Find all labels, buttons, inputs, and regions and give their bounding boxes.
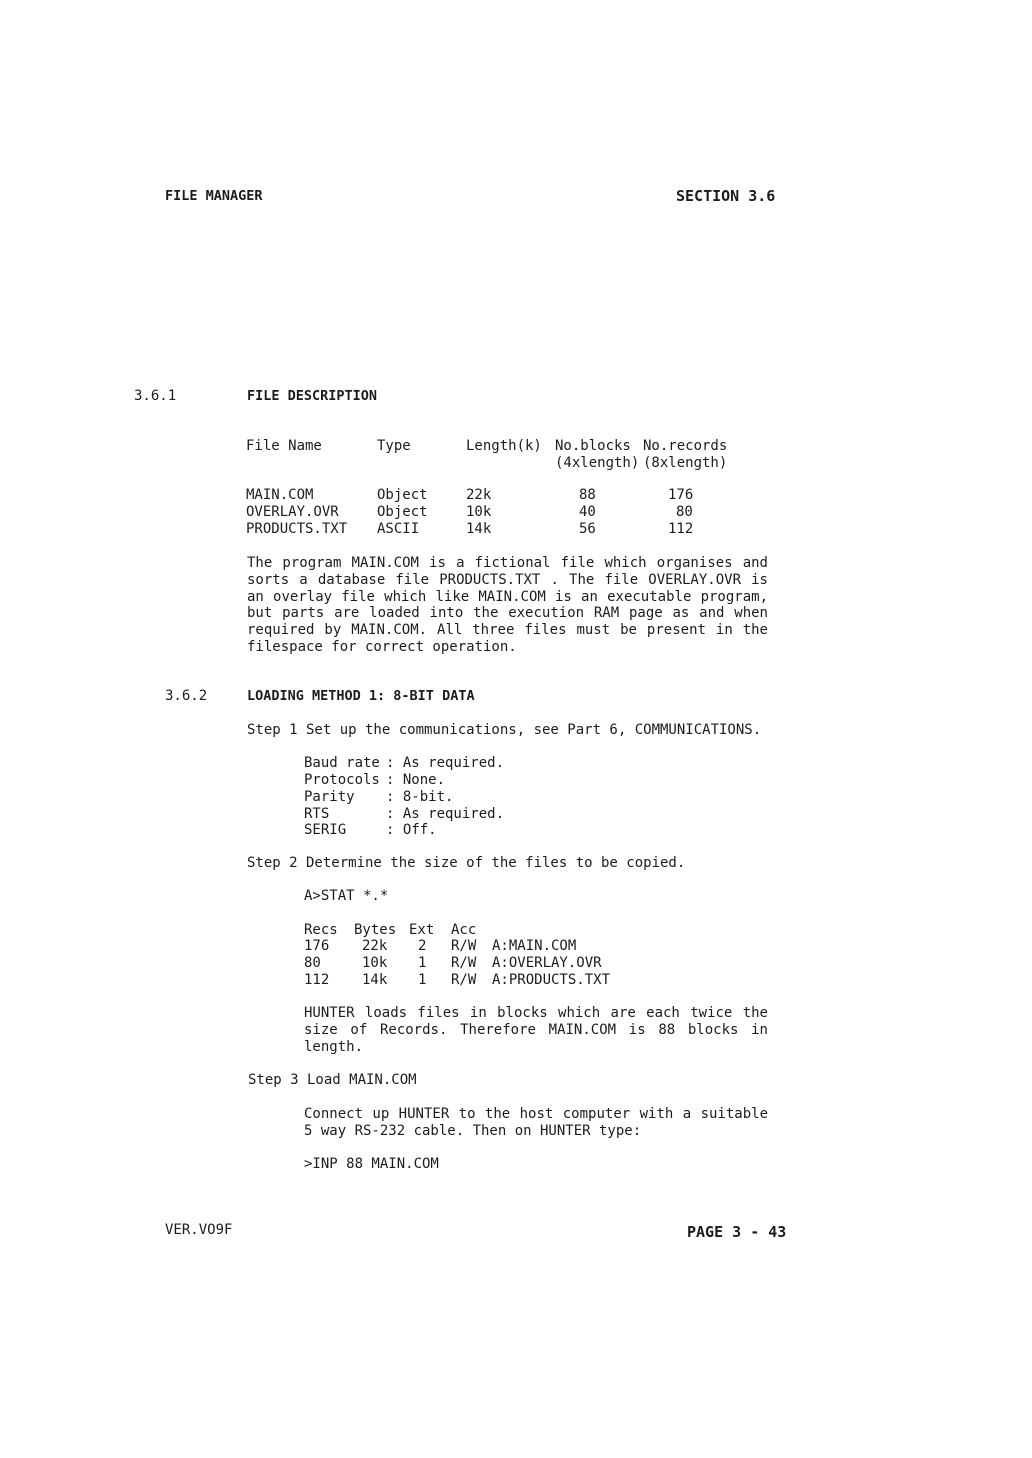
cell-type: Object xyxy=(377,504,428,520)
header-left: FILE MANAGER xyxy=(165,188,263,204)
setting-label: RTS xyxy=(304,806,330,822)
cell-recs: 112 xyxy=(304,972,330,988)
cell-file-name: MAIN.COM xyxy=(246,487,314,503)
cell-file: A:PRODUCTS.TXT xyxy=(492,972,611,988)
setting-label: Protocols xyxy=(304,772,380,788)
setting-value: : 8-bit. xyxy=(386,789,454,805)
section-title-362: LOADING METHOD 1: 8-BIT DATA xyxy=(247,688,475,704)
cell-ext: 1 xyxy=(418,955,427,971)
setting-label: SERIG xyxy=(304,822,347,838)
cell-ext: 1 xyxy=(418,972,427,988)
setting-label: Parity xyxy=(304,789,355,805)
setting-label: Baud rate xyxy=(304,755,380,771)
section-number-362: 3.6.2 xyxy=(165,688,208,704)
connect-paragraph: Connect up HUNTER to the host computer with a suitable 5 way RS-232 cable. Then on HUNTER type: xyxy=(304,1106,768,1139)
cell-bytes: 14k xyxy=(362,972,388,988)
cell-file: A:MAIN.COM xyxy=(492,938,577,954)
cell-type: Object xyxy=(377,487,428,503)
cell-length: 14k xyxy=(466,521,492,537)
cell-type: ASCII xyxy=(377,521,420,537)
setting-value: : None. xyxy=(386,772,446,788)
cell-ext: 2 xyxy=(418,938,427,954)
cell-file: A:OVERLAY.OVR xyxy=(492,955,602,971)
col-header-blocks: No.blocks xyxy=(555,438,631,454)
setting-value: : Off. xyxy=(386,822,437,838)
stat-paragraph: HUNTER loads files in blocks which are each twice the size of Records. Therefore MAIN.COM is 88 blocks in length. xyxy=(304,1005,768,1055)
cell-file-name: PRODUCTS.TXT xyxy=(246,521,348,537)
cell-length: 10k xyxy=(466,504,492,520)
step-3: Step 3 Load MAIN.COM xyxy=(248,1072,417,1088)
cell-recs: 80 xyxy=(304,955,321,971)
cell-blocks: 40 xyxy=(579,504,596,520)
cell-bytes: 10k xyxy=(362,955,388,971)
col-header-length: Length(k) xyxy=(466,438,542,454)
cell-acc: R/W xyxy=(451,972,477,988)
col-header-records: No.records xyxy=(643,438,728,454)
cell-length: 22k xyxy=(466,487,492,503)
step-1: Step 1 Set up the communications, see Part 6, COMMUNICATIONS. xyxy=(247,722,762,738)
cell-records: 112 xyxy=(668,521,694,537)
cell-blocks: 88 xyxy=(579,487,596,503)
col-header-file-name: File Name xyxy=(246,438,322,454)
header-right: SECTION 3.6 xyxy=(676,187,776,205)
col-subheader-blocks: (4xlength) xyxy=(555,455,640,471)
cell-file-name: OVERLAY.OVR xyxy=(246,504,339,520)
col-header-bytes: Bytes xyxy=(354,922,397,938)
cell-acc: R/W xyxy=(451,955,477,971)
step-2: Step 2 Determine the size of the files to be copied. xyxy=(247,855,686,871)
setting-value: : As required. xyxy=(386,755,505,771)
page-number: PAGE 3 - 43 xyxy=(687,1223,787,1241)
section-title-361: FILE DESCRIPTION xyxy=(247,388,378,404)
stat-command: A>STAT *.* xyxy=(304,888,389,904)
cell-records: 176 xyxy=(668,487,694,503)
cell-records: 80 xyxy=(676,504,693,520)
cell-blocks: 56 xyxy=(579,521,596,537)
cell-bytes: 22k xyxy=(362,938,388,954)
inp-command: >INP 88 MAIN.COM xyxy=(304,1156,439,1172)
file-description-paragraph: The program MAIN.COM is a fictional file which organises and sorts a database file PRODUCTS.TXT . The file OVERLAY.OVR is an overlay file which like MAIN.COM is an executable program, but parts are loaded into the execution RAM page as and when required by MAIN.COM. All three files must be present in the filespace for correct operation. xyxy=(247,555,768,655)
section-number-361: 3.6.1 xyxy=(134,388,177,404)
col-header-ext: Ext xyxy=(409,922,435,938)
cell-recs: 176 xyxy=(304,938,330,954)
cell-acc: R/W xyxy=(451,938,477,954)
setting-value: : As required. xyxy=(386,806,505,822)
col-subheader-records: (8xlength) xyxy=(643,455,728,471)
footer-version: VER.VO9F xyxy=(165,1222,233,1238)
col-header-type: Type xyxy=(377,438,411,454)
col-header-acc: Acc xyxy=(451,922,477,938)
col-header-recs: Recs xyxy=(304,922,338,938)
